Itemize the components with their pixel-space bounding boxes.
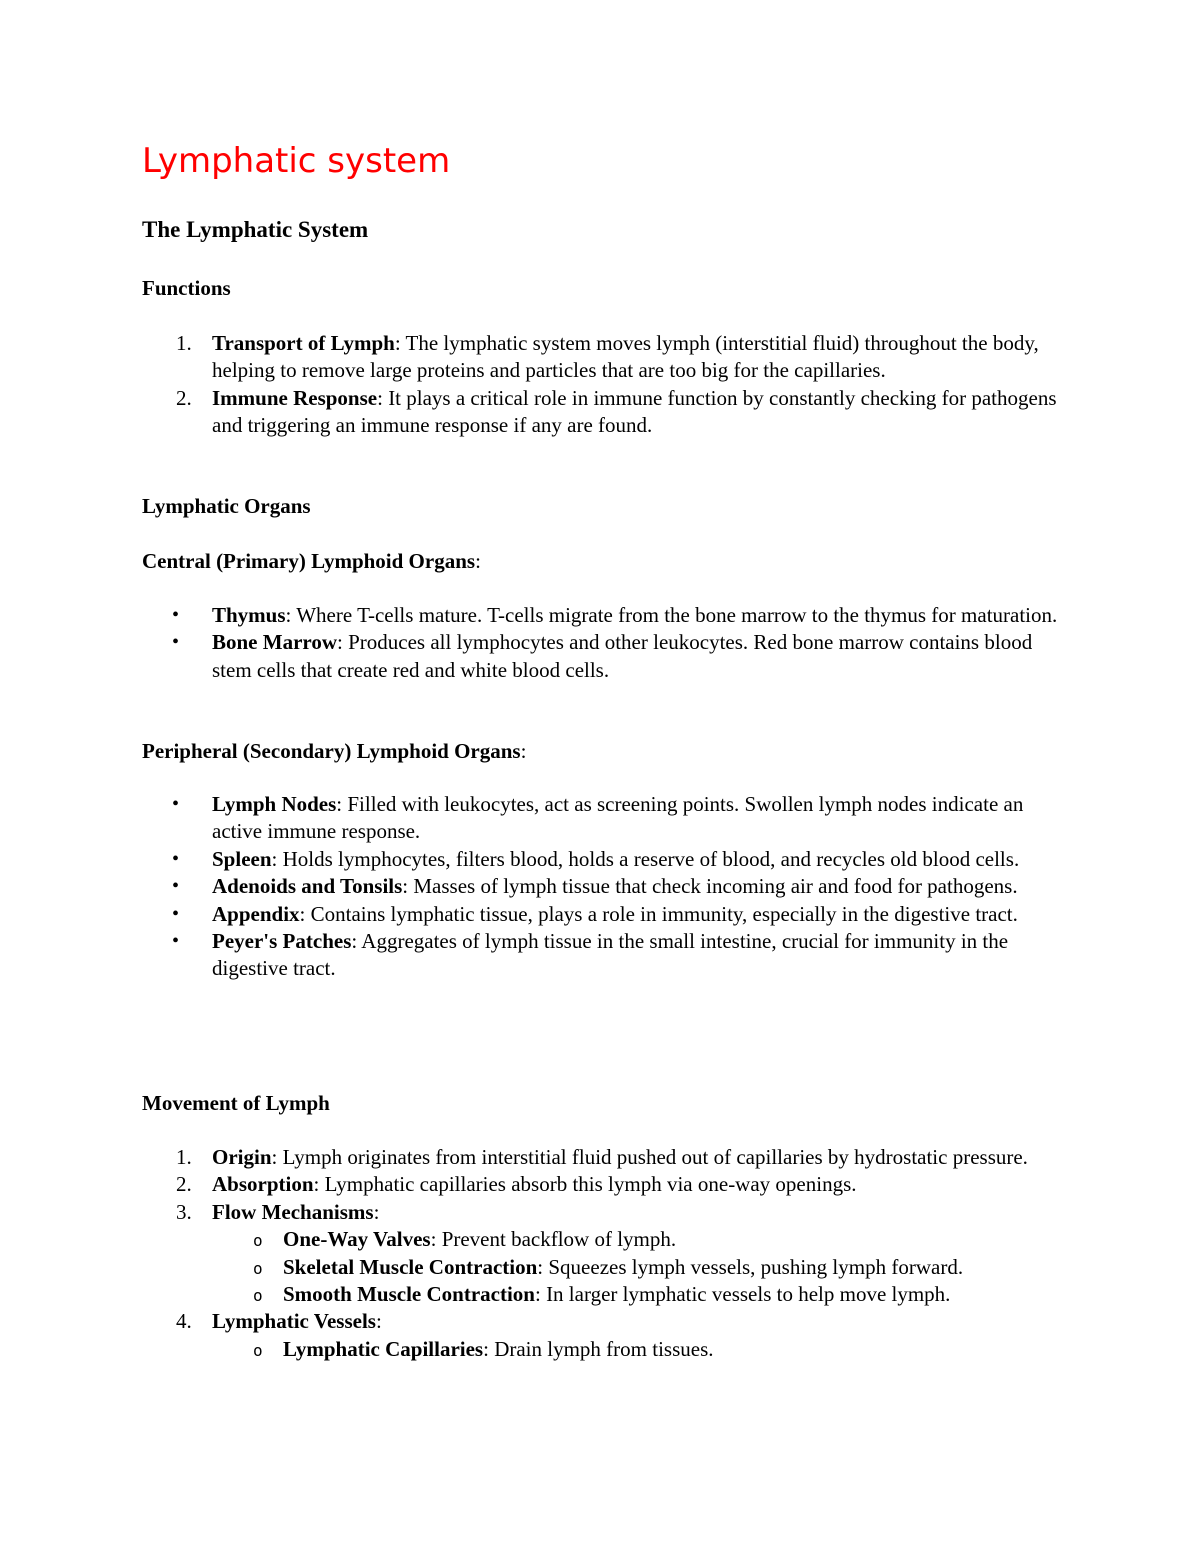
sublist-item bbox=[212, 1226, 1072, 1253]
sub-bullet-icon: o bbox=[253, 1340, 263, 1360]
item-term: Smooth Muscle Contraction bbox=[283, 1282, 535, 1307]
bullet-icon: • bbox=[172, 930, 180, 953]
flow-mechanisms-sublist bbox=[212, 1226, 1072, 1308]
movement-heading: Movement of Lymph bbox=[142, 1091, 330, 1115]
bullet-icon: • bbox=[172, 902, 180, 925]
sublist-item bbox=[212, 1254, 1072, 1281]
item-text: : Contains lymphatic tissue, plays a role in immunity, especially in the digestive tract. bbox=[299, 901, 1018, 926]
list-item bbox=[142, 901, 1072, 928]
item-term: Lymphatic Vessels bbox=[212, 1309, 376, 1334]
bullet-icon: • bbox=[172, 631, 180, 654]
list-number: 2. bbox=[176, 1172, 192, 1197]
list-item bbox=[142, 602, 1072, 629]
list-item bbox=[142, 1171, 1072, 1198]
central-organs-list bbox=[142, 602, 1072, 684]
item-term: Origin bbox=[212, 1145, 272, 1169]
item-term: Spleen bbox=[212, 846, 272, 871]
item-text: : Squeezes lymph vessels, pushing lymph forward. bbox=[537, 1254, 964, 1279]
item-term: Absorption bbox=[212, 1172, 314, 1197]
heading-colon: : bbox=[520, 739, 527, 763]
peripheral-organs-heading bbox=[142, 737, 526, 765]
list-number: 3. bbox=[176, 1199, 192, 1224]
list-item bbox=[142, 928, 1072, 983]
functions-heading: Functions bbox=[142, 276, 231, 300]
bullet-icon: • bbox=[172, 793, 180, 815]
item-term: Flow Mechanisms bbox=[212, 1199, 374, 1224]
list-item bbox=[142, 385, 1072, 440]
peripheral-organs-label: Peripheral (Secondary) Lymphoid Organs bbox=[142, 739, 521, 763]
organs-heading: Lymphatic Organs bbox=[142, 494, 311, 518]
item-term: One-Way Valves bbox=[283, 1227, 431, 1252]
sub-bullet-icon: o bbox=[253, 1286, 263, 1306]
item-term: Lymphatic Capillaries bbox=[283, 1336, 484, 1361]
list-item bbox=[142, 791, 1072, 846]
bullet-icon: • bbox=[172, 875, 180, 898]
item-text: : Drain lymph from tissues. bbox=[483, 1336, 714, 1361]
lymphatic-vessels-sublist bbox=[212, 1336, 1072, 1363]
list-item bbox=[142, 629, 1072, 684]
bullet-icon: • bbox=[172, 847, 180, 870]
item-text: : Filled with leukocytes, act as screening points. Swollen lymph nodes indicate an active immune response. bbox=[212, 792, 1024, 844]
item-term: Bone Marrow bbox=[212, 630, 338, 655]
item-text: : bbox=[373, 1199, 380, 1224]
list-number: 4. bbox=[176, 1309, 192, 1334]
item-term: Thymus bbox=[212, 603, 286, 627]
item-text: : The lymphatic system moves lymph (interstitial fluid) throughout the body, helping to remove large proteins and particles that are too big for the capillaries. bbox=[212, 331, 1039, 383]
list-number: 1. bbox=[176, 331, 192, 355]
item-text: : bbox=[375, 1309, 382, 1334]
item-text: : Lymphatic capillaries absorb this lymph via one-way openings. bbox=[313, 1172, 857, 1197]
sublist-item bbox=[212, 1281, 1072, 1308]
item-term: Appendix bbox=[212, 901, 300, 926]
peripheral-organs-list bbox=[142, 791, 1072, 983]
item-term: Transport of Lymph bbox=[212, 331, 395, 355]
item-term: Peyer's Patches bbox=[212, 929, 352, 954]
functions-list bbox=[142, 330, 1072, 440]
list-item bbox=[142, 873, 1072, 900]
item-text: : Where T-cells mature. T-cells migrate from the bone marrow to the thymus for maturation. bbox=[285, 603, 1058, 627]
sub-bullet-icon: o bbox=[253, 1231, 263, 1251]
item-text: : Masses of lymph tissue that check incoming air and food for pathogens. bbox=[402, 874, 1018, 899]
movement-list bbox=[142, 1144, 1072, 1363]
heading-colon: : bbox=[475, 549, 481, 573]
item-text: : Aggregates of lymph tissue in the small intestine, crucial for immunity in the digestive tract. bbox=[212, 929, 1009, 981]
item-text: : In larger lymphatic vessels to help move lymph. bbox=[534, 1282, 951, 1307]
item-text: : Holds lymphocytes, filters blood, holds a reserve of blood, and recycles old blood cells. bbox=[271, 846, 1020, 871]
list-item bbox=[142, 1199, 1072, 1309]
item-term: Adenoids and Tonsils bbox=[212, 874, 403, 899]
central-organs-label: Central (Primary) Lymphoid Organs bbox=[142, 549, 476, 573]
list-item bbox=[142, 1144, 1072, 1171]
main-heading: The Lymphatic System bbox=[142, 217, 369, 242]
list-number: 2. bbox=[176, 385, 192, 410]
bullet-icon: • bbox=[172, 604, 180, 626]
item-text: : Produces all lymphocytes and other leukocytes. Red bone marrow contains blood stem cells that create red and white blood cells. bbox=[212, 630, 1033, 682]
central-organs-heading bbox=[142, 547, 481, 575]
item-text: : It plays a critical role in immune function by constantly checking for pathogens and triggering an immune response if any are found. bbox=[212, 385, 1057, 438]
sublist-item bbox=[212, 1336, 1072, 1363]
list-number: 1. bbox=[176, 1145, 192, 1169]
list-item bbox=[142, 330, 1072, 385]
item-term: Immune Response bbox=[212, 385, 378, 410]
sub-bullet-icon: o bbox=[253, 1258, 263, 1278]
item-text: : Lymph originates from interstitial fluid pushed out of capillaries by hydrostatic pressure. bbox=[271, 1145, 1028, 1169]
item-term: Lymph Nodes bbox=[212, 792, 337, 816]
list-item bbox=[142, 846, 1072, 873]
list-item bbox=[142, 1308, 1072, 1363]
item-text: : Prevent backflow of lymph. bbox=[430, 1227, 677, 1252]
item-term: Skeletal Muscle Contraction bbox=[283, 1254, 538, 1279]
document-title: Lymphatic system bbox=[142, 141, 451, 181]
